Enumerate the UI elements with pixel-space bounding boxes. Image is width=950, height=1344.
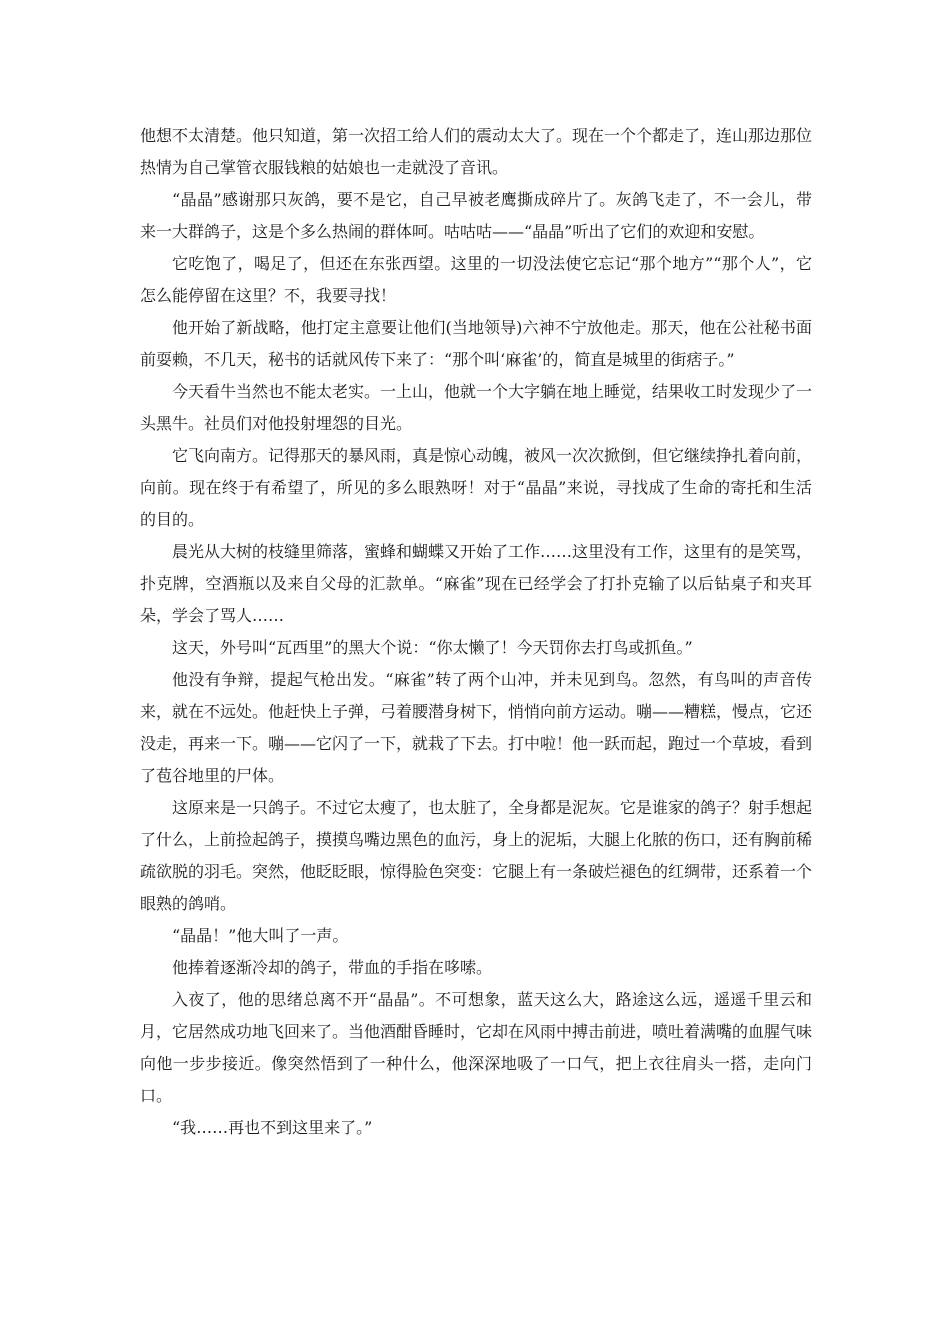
- paragraph: “我……再也不到这里来了。”: [172, 1118, 373, 1137]
- paragraph: 他开始了新战略，他打定主意要让他们(当地领导)六神不宁放他走。那天，他在公社秘书面前耍赖，不几天，秘书的话就风传下来了：“那个叫‘麻雀’的，简直是城里的街痞子。”: [140, 318, 812, 369]
- paragraph: 他没有争辩，提起气枪出发。“麻雀”转了两个山冲，并未见到鸟。忽然，有鸟叫的声音传来，就在不远处。他赶快上子弹，弓着腰潜身树下，悄悄向前方运动。嘣——糟糕，慢点，它还没走，再来一下。嘣——它闪了一下，就栽了下去。打中啦！他一跃而起，跑过一个草坡，看到了苞谷地里的尸体。: [140, 670, 813, 785]
- paragraph: 晨光从大树的枝缝里筛落，蜜蜂和蝴蝶又开始了工作……这里没有工作，这里有的是笑骂，扑克牌，空酒瓶以及来自父母的汇款单。“麻雀”现在已经学会了打扑克输了以后钻桌子和夹耳朵，学会了骂人……: [140, 542, 813, 625]
- paragraph: 他捧着逐渐冷却的鸽子，带血的手指在哆嗦。: [172, 958, 493, 977]
- paragraph: 入夜了，他的思绪总离不开“晶晶”。不可想象，蓝天这么大，路途这么远，遥遥千里云和月，它居然成功地飞回来了。当他酒酣昏睡时，它却在风雨中搏击前进，喷吐着满嘴的血腥气味向他一步步接近。像突然悟到了一种什么，他深深地吸了一口气，把上衣往肩头一搭，走向门口。: [140, 990, 813, 1105]
- paragraph: 这原来是一只鸽子。不过它太瘦了，也太脏了，全身都是泥灰。它是谁家的鸽子？射手想起了什么，上前捡起鸽子，摸摸鸟嘴边黑色的血污，身上的泥垢，大腿上化脓的伤口，还有胸前稀疏欲脱的羽毛。突然，他眨眨眼，惊得脸色突变：它腿上有一条破烂褪色的红绸带，还系着一个眼熟的鸽哨。: [140, 798, 813, 913]
- paragraph: 它吃饱了，喝足了，但还在东张西望。这里的一切没法使它忘记“那个地方”“那个人”，它怎么能停留在这里？不，我要寻找！: [140, 254, 812, 305]
- document-page: [140, 120, 812, 1144]
- paragraph: 这天，外号叫“瓦西里”的黑大个说：“你太懒了！今天罚你去打鸟或抓鱼。”: [172, 638, 693, 657]
- paragraph: 今天看牛当然也不能太老实。一上山，他就一个大字躺在地上睡觉，结果收工时发现少了一头黑牛。社员们对他投射埋怨的目光。: [140, 382, 813, 433]
- paragraph: 它飞向南方。记得那天的暴风雨，真是惊心动魄，被风一次次掀倒，但它继续挣扎着向前，向前。现在终于有希望了，所见的多么眼熟呀！对于“晶晶”来说，寻找成了生命的寄托和生活的目的。: [140, 446, 813, 529]
- paragraph: 他想不太清楚。他只知道，第一次招工给人们的震动太大了。现在一个个都走了，连山那边那位热情为自己掌管衣服钱粮的姑娘也一走就没了音讯。: [140, 126, 813, 177]
- paragraph: “晶晶！”他大叫了一声。: [172, 926, 349, 945]
- paragraph: “晶晶”感谢那只灰鸽，要不是它，自己早被老鹰撕成碎片了。灰鸽飞走了，不一会儿，带来一大群鸽子，这是个多么热闹的群体呵。咕咕咕——“晶晶”听出了它们的欢迎和安慰。: [140, 190, 812, 241]
